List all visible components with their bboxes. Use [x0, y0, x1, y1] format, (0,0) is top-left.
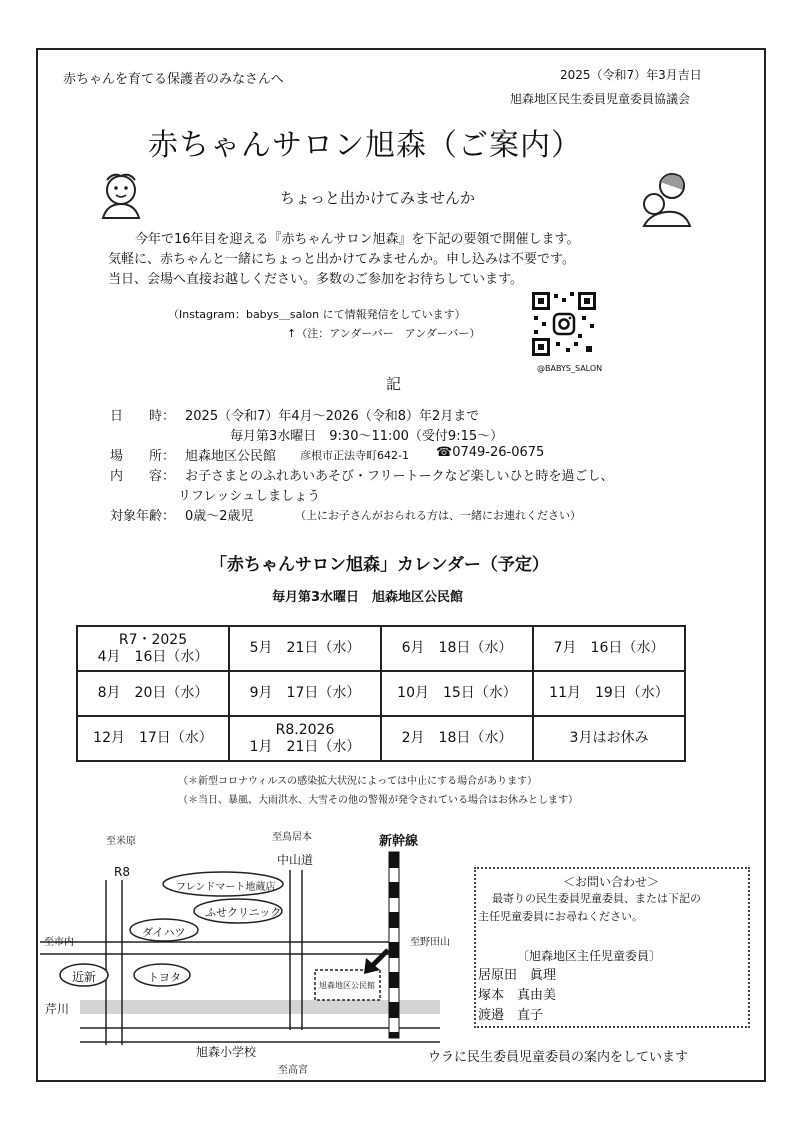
map-kinshin: 近新: [72, 970, 97, 984]
age-note: （上にお子さんがおられる方は、一緒にお連れください）: [295, 509, 581, 522]
calendar-cell: 7月 16日（水）: [533, 626, 685, 671]
calendar-cell: R7・2025 4月 16日（水）: [77, 626, 229, 671]
contact-person-1: 居原田 眞理: [478, 968, 557, 983]
content-label: 内 容：: [110, 469, 176, 484]
instagram-note: （Instagram：babys＿salon にて情報発信をしています）: [168, 308, 466, 321]
calendar-cell: 6月 18日（水）: [381, 626, 533, 671]
intro-line-2: 気軽に、赤ちゃんと一緒にちょっと出かけてみませんか。申し込みは不要です。: [108, 252, 575, 267]
calendar-row: [77, 671, 685, 716]
map-serikawa: 芹川: [45, 1002, 70, 1016]
contact-text-1: 最寄りの民生委員児童委員、または下記の: [492, 892, 701, 905]
organization: 旭森地区民生委員児童委員協議会: [510, 92, 691, 106]
age-label: 対象年齢：: [110, 509, 176, 524]
contact-heading: ＜お問い合わせ＞: [563, 875, 660, 889]
content-value-1: お子さまとのふれあいあそび・フリートークなど楽しいひと時を過ごし、: [185, 469, 614, 484]
qr-code-icon: [530, 290, 598, 358]
calendar-row: [77, 626, 685, 671]
calendar-cell: 8月 20日（水）: [77, 671, 229, 716]
date-value: 2025（令和7）年4月～2026（令和8）年2月まで: [185, 409, 480, 424]
river-shape: [80, 1000, 440, 1014]
map-family-mart: フレンドマート地蔵店: [176, 882, 276, 893]
date-label: 日 時：: [110, 409, 176, 424]
map-to-ichinai: 至市内: [44, 937, 74, 948]
addressee: 赤ちゃんを育てる保護者のみなさんへ: [63, 72, 284, 87]
calendar-cell: 3月はお休み: [533, 716, 685, 761]
calendar-cell: 2月 18日（水）: [381, 716, 533, 761]
baby-illustration-icon: [93, 170, 149, 222]
time-value: 毎月第3水曜日 9:30～11:00（受付9:15～）: [230, 429, 504, 444]
page-title: 赤ちゃんサロン旭森（ご案内）: [148, 128, 582, 163]
map-to-yonebara: 至米原: [106, 836, 136, 847]
calendar-cell: R8.2026 1月 21日（水）: [229, 716, 381, 761]
map-school: 旭森小学校: [196, 1045, 257, 1059]
place-label: 場 所：: [110, 449, 176, 464]
mother-baby-illustration-icon: [636, 168, 696, 228]
calendar-table: [76, 625, 686, 762]
map-to-takamiya: 至高宮: [278, 1065, 308, 1076]
intro-line-1: 今年で16年目を迎える『赤ちゃんサロン旭森』を下記の要領で開催します。: [135, 232, 580, 247]
place-value: 旭森地区公民館: [185, 449, 277, 464]
calendar-cell: 5月 21日（水）: [229, 626, 381, 671]
access-map: [40, 820, 470, 1060]
map-r8: R8: [114, 865, 130, 879]
underscore-note: ↑（注：アンダーバー アンダーバー）: [287, 327, 481, 340]
calendar-cell: 11月 19日（水）: [533, 671, 685, 716]
content-value-2: リフレッシュしましょう: [178, 489, 321, 504]
map-to-toriimoto: 至鳥居本: [272, 832, 312, 843]
ki-heading: 記: [386, 375, 402, 393]
place-address: 彦根市正法寺町642-1: [300, 449, 409, 462]
issue-date: 2025（令和7）年3月吉日: [560, 68, 702, 82]
contact-text-2: 主任児童委員にお尋ねください。: [478, 910, 643, 923]
map-fuse-clinic: ふせクリニック: [205, 906, 282, 919]
calendar-row: [77, 716, 685, 761]
intro-line-3: 当日、会場へ直接お越しください。多数のご参加をお待ちしています。: [108, 272, 523, 287]
map-shinkansen: 新幹線: [379, 834, 419, 849]
contact-person-3: 渡邉 直子: [478, 1008, 544, 1023]
contact-person-2: 塚本 真由美: [478, 988, 557, 1003]
qr-caption: @BABYS_SALON: [537, 364, 603, 373]
calendar-note-1: （＊新型コロナウィルスの感染拡大状況によっては中止にする場合があります）: [178, 776, 538, 787]
calendar-subtitle: 毎月第3水曜日 旭森地区公民館: [272, 590, 464, 605]
contact-group: 〔旭森地区主任児童委員〕: [517, 949, 662, 963]
place-tel: ☎0749-26-0675: [436, 445, 545, 460]
calendar-cell: 10月 15日（水）: [381, 671, 533, 716]
map-nakasendo: 中山道: [277, 853, 314, 867]
map-daihatsu: ダイハツ: [142, 926, 186, 939]
calendar-title: 「赤ちゃんサロン旭森」カレンダー（予定）: [210, 555, 549, 575]
footer-note: ウラに民生委員児童委員の案内をしています: [428, 1050, 689, 1065]
map-to-notayama: 至野田山: [410, 937, 450, 948]
calendar-cell: 9月 17日（水）: [229, 671, 381, 716]
map-toyota: トヨタ: [148, 971, 181, 984]
map-kominkan: 旭森地区公民館: [319, 981, 375, 990]
age-value: 0歳～2歳児: [185, 509, 254, 524]
subtitle: ちょっと出かけてみませんか: [280, 189, 476, 207]
calendar-cell: 12月 17日（水）: [77, 716, 229, 761]
calendar-note-2: （＊当日、暴風、大雨洪水、大雪その他の警報が発令されている場合はお休みとします）: [178, 795, 578, 806]
